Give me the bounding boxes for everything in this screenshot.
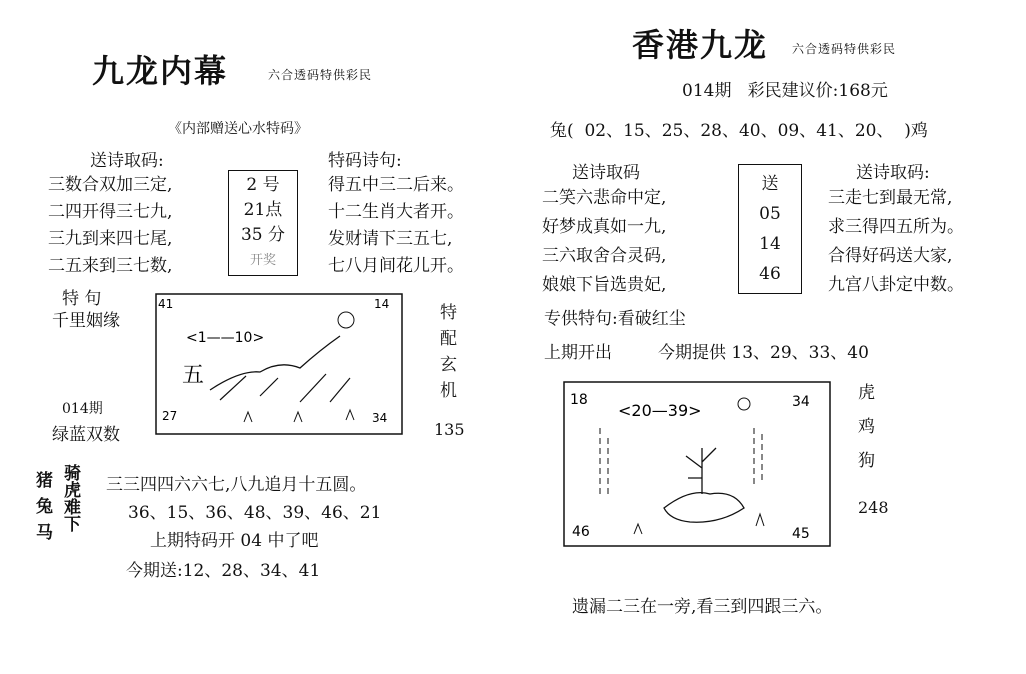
zodiac-phrase-char: 下 — [64, 515, 81, 535]
left-line3: 上期特码开 04 中了吧 — [150, 531, 319, 551]
left-poem-left-line: 三数合双加三定, — [48, 175, 173, 195]
right-title: 香港九龙 — [632, 26, 769, 64]
right-number-line: 兔( 02、15、25、28、40、09、41、20、 )鸡 — [550, 121, 928, 141]
left-poem-left-line: 三九到来四七尾, — [48, 229, 173, 249]
sketch-corner-tr: 34 — [792, 394, 810, 410]
right-poem-left — [542, 184, 666, 300]
right-poem-left-line: 好梦成真如一九, — [542, 217, 667, 237]
right-poem-right — [828, 184, 964, 300]
box-line: 2 号 — [246, 175, 280, 195]
right-poem-left-line: 二笑六悲命中定, — [542, 188, 667, 208]
left-vertical-label — [440, 300, 457, 404]
zodiac-phrase-char: 难 — [64, 498, 81, 518]
left-poem-right-line: 得五中三二后来。 — [328, 175, 464, 195]
box-line: 46 — [759, 264, 781, 284]
vertical-char: 机 — [440, 381, 457, 401]
right-poem-right-line: 求三得四五所为。 — [828, 217, 964, 237]
box-line: 35 分 — [240, 225, 286, 245]
left-poem-left-line: 二五来到三七数, — [48, 256, 173, 276]
sketch-corner-tl: 18 — [570, 392, 588, 408]
zodiac-char: 猪 — [36, 471, 53, 491]
zodiac-char: 兔 — [36, 497, 53, 517]
left-vertical-value: 135 — [434, 420, 465, 439]
sketch-corner-bl: 27 — [162, 409, 178, 423]
zodiac-phrase-char: 虎 — [64, 481, 81, 501]
left-line4: 今期送:12、28、34、41 — [126, 561, 321, 581]
right-poem-left-line: 娘娘下旨选贵妃, — [542, 275, 667, 295]
sun-icon — [338, 312, 354, 328]
left-title: 九龙内幕 — [92, 52, 229, 90]
right-this-issue: 今期提供 13、29、33、40 — [658, 343, 869, 363]
rain-lines — [600, 428, 762, 498]
left-subtitle: 《内部赠送心水特码》 — [168, 121, 308, 137]
grass-strokes — [220, 374, 350, 402]
vertical-char: 配 — [440, 329, 457, 349]
vertical-char: 特 — [440, 303, 457, 323]
sketch-corner-br: 34 — [372, 411, 388, 425]
right-poem-right-line: 合得好码送大家, — [828, 246, 953, 266]
sketch-corner-bl: 46 — [572, 524, 590, 540]
right-poem-heading-left: 送诗取码 — [572, 163, 640, 183]
leaf-icon — [664, 493, 744, 523]
left-green-blue: 绿蓝双数 — [52, 425, 120, 445]
zodiac-char: 鸡 — [858, 417, 875, 437]
right-issue-line: 014期 彩民建议价:168元 — [682, 81, 888, 101]
plant-icon — [686, 448, 716, 494]
sketch-corner-br: 45 — [792, 526, 810, 542]
zodiac-char: 狗 — [858, 451, 875, 471]
left-line1: 三三四四六六七,八九追月十五圆。 — [106, 475, 367, 495]
left-poem-heading-left: 送诗取码: — [90, 151, 164, 171]
left-special-phrase: 千里姻缘 — [52, 311, 120, 331]
box-line: 21点 — [243, 200, 283, 220]
left-poem-right-line: 发财请下三五七, — [328, 229, 453, 249]
right-zodiac-list — [858, 376, 875, 478]
box-line: 送 — [761, 174, 779, 194]
right-poem-left-line: 三六取舍合灵码, — [542, 246, 667, 266]
right-title-subtitle: 六合透码特供彩民 — [792, 42, 897, 56]
sketch-corner-tl: 41 — [158, 297, 174, 311]
left-zodiac-list — [36, 468, 53, 546]
sketch-range: <20—39> — [618, 401, 702, 420]
right-poem-right-line: 三走七到最无常, — [828, 188, 953, 208]
left-poem-right-line: 七八月间花儿开。 — [328, 256, 464, 276]
sketch-corner-tr: 14 — [374, 297, 390, 311]
left-poem-left-line: 二四开得三七九, — [48, 202, 173, 222]
left-issue: 014期 — [62, 401, 103, 417]
sketch-char: 五 — [182, 363, 205, 388]
right-special-phrase: 专供特句:看破红尘 — [544, 309, 686, 329]
left-poem-left — [48, 172, 172, 280]
sketch-range: <1——10> — [186, 330, 265, 346]
plant-icons — [244, 410, 354, 422]
box-line: 05 — [759, 204, 781, 224]
left-sketch — [150, 290, 406, 438]
right-zodiac-value: 248 — [858, 498, 889, 517]
zodiac-char: 虎 — [858, 383, 875, 403]
left-poem-right-line: 十二生肖大者开。 — [328, 202, 464, 222]
right-poem-heading-right: 送诗取码: — [856, 163, 930, 183]
vertical-char: 玄 — [440, 355, 457, 375]
zodiac-char: 马 — [36, 523, 53, 543]
zodiac-phrase-char: 骑 — [64, 464, 81, 484]
left-zodiac-phrase — [64, 466, 81, 534]
left-poem-heading-right: 特码诗句: — [328, 151, 402, 171]
box-line: 14 — [759, 234, 781, 254]
sun-icon — [738, 398, 750, 410]
grass-icons — [634, 514, 764, 534]
right-sketch — [560, 378, 836, 550]
right-last-issue-label: 上期开出 — [544, 343, 612, 363]
right-footer: 遗漏二三在一旁,看三到四跟三六。 — [572, 597, 833, 617]
left-draw-time-box — [228, 170, 298, 276]
right-poem-right-line: 九宫八卦定中数。 — [828, 275, 964, 295]
box-line: 开奖 — [249, 253, 276, 268]
right-send-box — [738, 164, 802, 294]
left-line2: 36、15、36、48、39、46、21 — [128, 503, 382, 523]
left-special-label: 特 句 — [62, 289, 102, 309]
left-poem-right — [328, 172, 464, 280]
left-title-subtitle: 六合透码特供彩民 — [268, 68, 373, 82]
